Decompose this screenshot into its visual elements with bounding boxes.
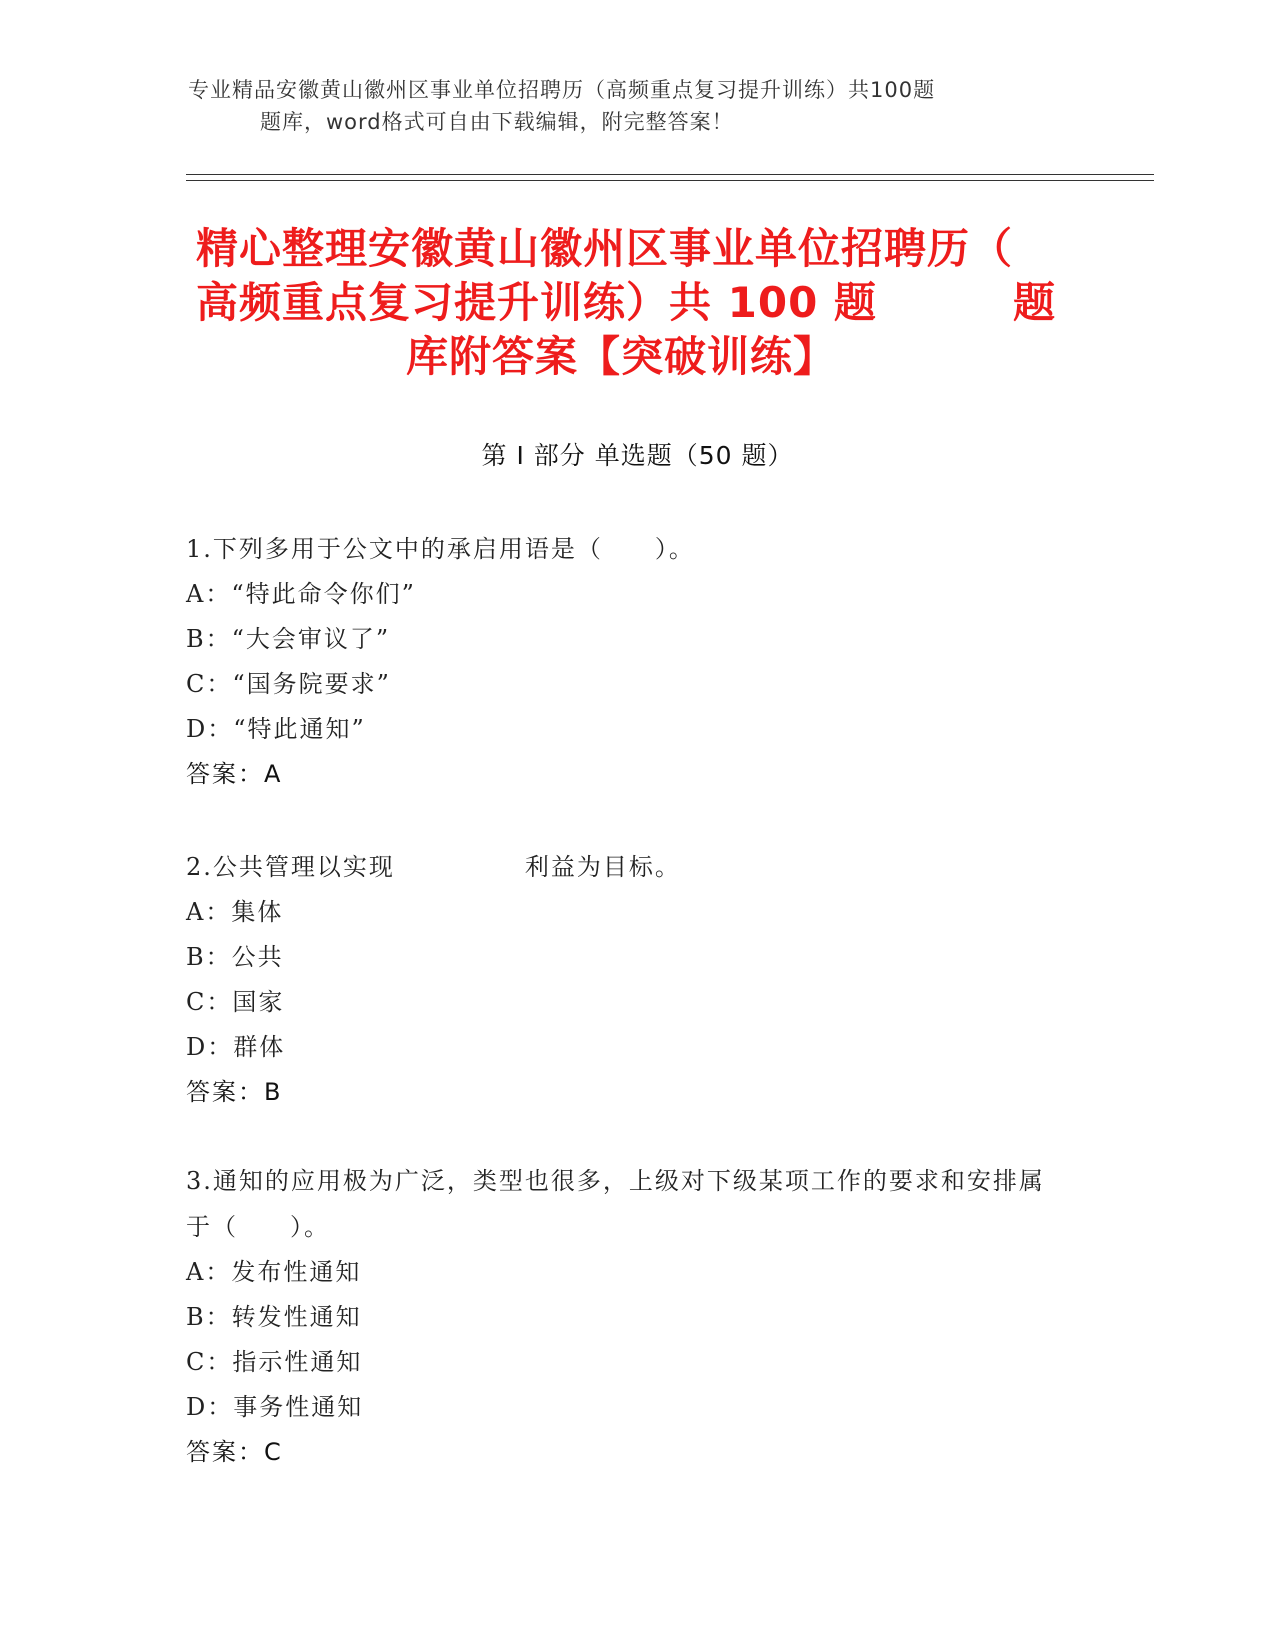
answer: 答案：A [186,760,283,788]
option-d: D：事务性通知 [186,1393,364,1421]
document-title [196,222,1076,384]
answer: 答案：B [186,1078,283,1106]
header-note [188,74,1048,138]
option-b: B：转发性通知 [186,1303,362,1331]
section-title: 第 I 部分 单选题（50 题） [481,441,794,470]
question-1 [186,526,1066,797]
title-line2 [196,276,1056,330]
title-line1: 精心整理安徽黄山徽州区事业单位招聘历（ [196,224,1014,273]
header-note-line2: 题库，word格式可自由下载编辑，附完整答案！ [260,110,734,134]
question-stem: 1.下列多用于公文中的承启用语是（ ）。 [186,535,695,563]
title-line3: 库附答案【突破训练】 [406,332,837,381]
option-a: A：发布性通知 [186,1258,362,1286]
option-c: C：国家 [186,988,285,1016]
option-a: A：“特此命令你们” [186,580,416,608]
question-stem: 2.公共管理以实现 利益为目标。 [186,853,681,881]
header-divider-top [186,174,1154,175]
option-d: D：“特此通知” [186,715,366,743]
question-2 [186,844,1066,1115]
option-c: C：“国务院要求” [186,670,391,698]
answer: 答案：C [186,1438,283,1466]
option-b: B：“大会审议了” [186,625,391,653]
option-c: C：指示性通知 [186,1348,363,1376]
option-a: A：集体 [186,898,284,926]
option-b: B：公共 [186,943,284,971]
title-line2-left: 高频重点复习提升训练）共 100 题 [196,278,877,327]
title-line2-right: 题 [1012,278,1056,327]
header-divider-bottom [186,180,1154,181]
question-stem: 3.通知的应用极为广泛，类型也很多，上级对下级某项工作的要求和安排属于（ ）。 [186,1167,1045,1241]
question-3 [186,1158,1066,1475]
header-note-line1: 专业精品安徽黄山徽州区事业单位招聘历（高频重点复习提升训练）共100题 [188,78,936,102]
option-d: D：群体 [186,1033,286,1061]
